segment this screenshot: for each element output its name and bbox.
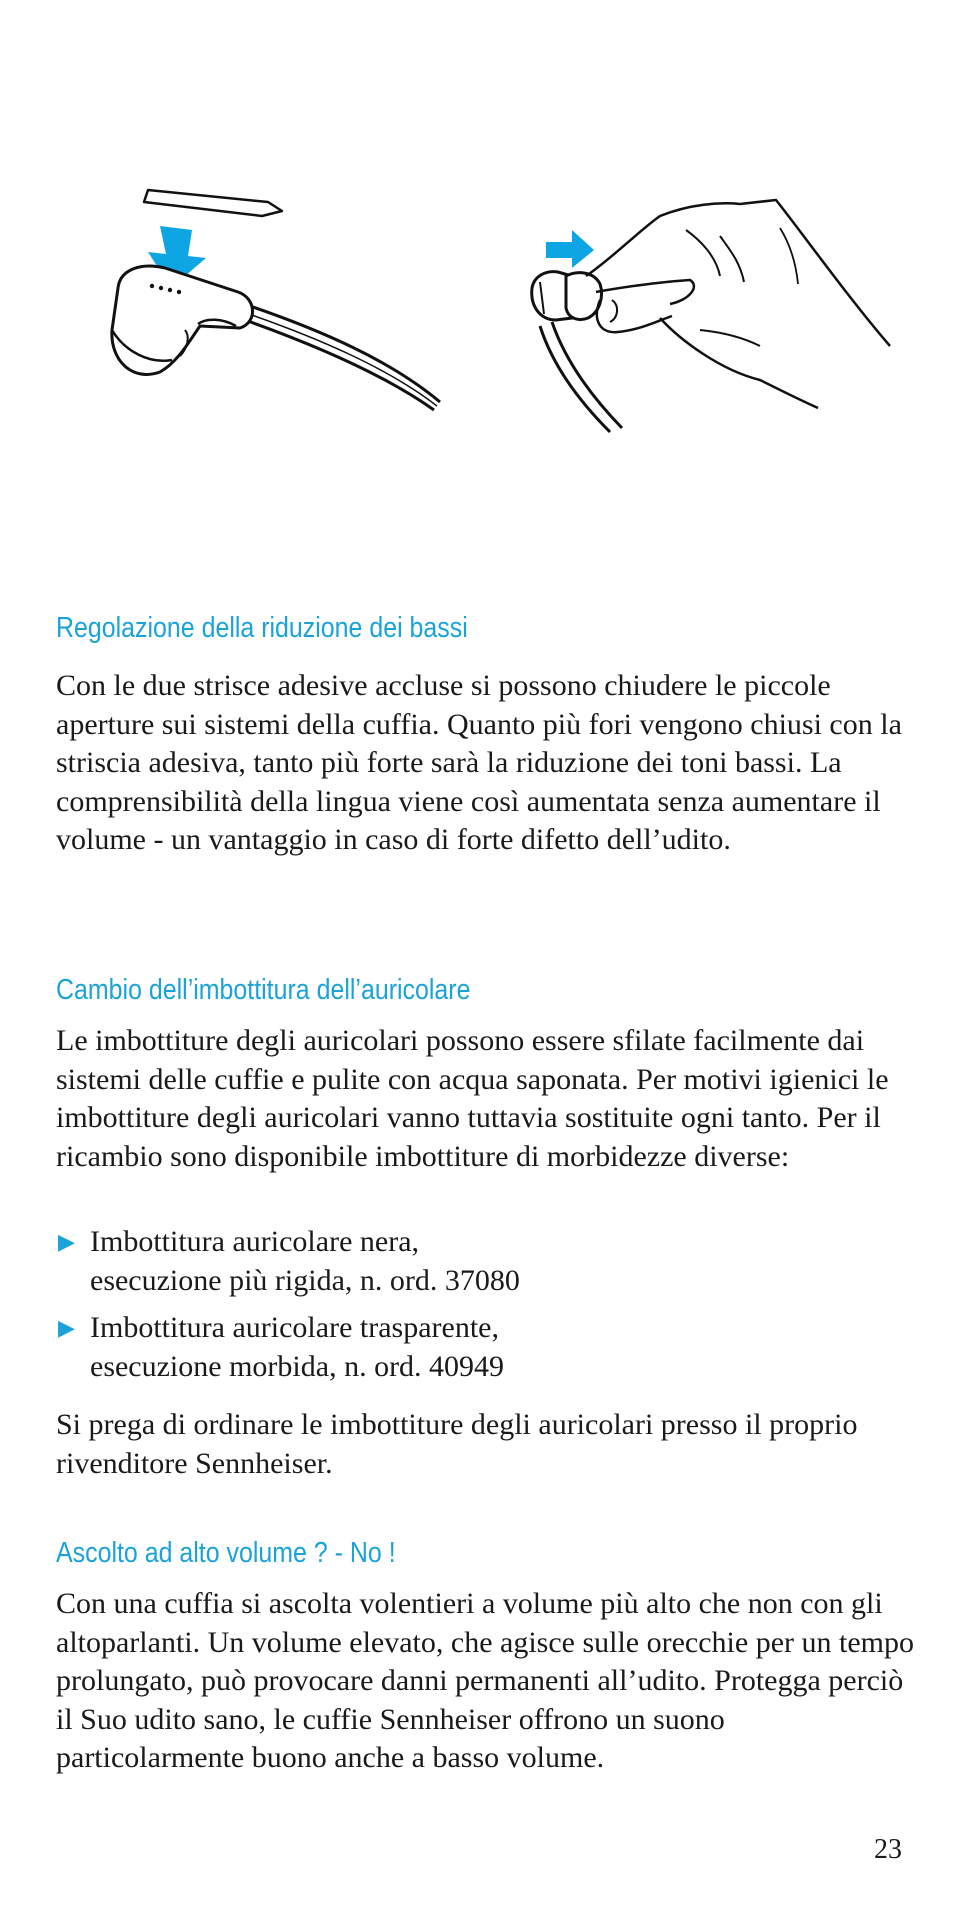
paragraph-high-volume: Con una cuffia si ascolta volentieri a volume più alto che non con gli altoparlanti. Un volume elevato, che agisce sulle orecchie per un tempo prolungato, può provocare danni permanenti all’udito. Protegga perciò il Suo udito sano, le cuffie Sennheiser offrono un suono particolarmente buono anche a basso volume.: [56, 1587, 915, 1774]
section-heading-earpad-change: Cambio dell’imbottitura dell’auricolare: [56, 974, 471, 1006]
page-number: 23: [874, 1834, 902, 1865]
illustration-area: [0, 0, 954, 470]
paragraph-bass-reduction: Con le due strisce adesive accluse si possono chiudere le piccole aperture sui sistemi della cuffia. Quanto più fori vengono chiusi con la striscia adesiva, tanto più forte sarà la riduzione dei toni bassi. La comprensibilità della lingua viene così aumentata senza aumentare il volume - un vantaggio in caso di forte difetto dell’udito.: [56, 669, 902, 856]
list-item: ▶ Imbottitura auricolare trasparente, esecuzione morbida, n. ord. 40949: [58, 1311, 505, 1383]
triangle-right-icon: ▶: [58, 1229, 75, 1254]
earpad-replacement-illustration: [532, 200, 890, 432]
paragraph-ordering-note: Si prega di ordinare le imbottiture degli auricolari presso il proprio rivenditore Sennheiser.: [56, 1408, 858, 1480]
section-heading-bass-reduction: Regolazione della riduzione dei bassi: [56, 612, 468, 644]
right-arrow-icon: [546, 230, 594, 268]
triangle-right-icon: ▶: [58, 1315, 75, 1340]
earpiece-adhesive-strip-illustration: [112, 190, 440, 410]
paragraph-earpad-change: Le imbottiture degli auricolari possono essere sfilate facilmente dai sistemi delle cuffie e pulite con acqua saponata. Per motivi igienici le imbottiture degli auricolari vanno tuttavia sostituite ogni tanto. Per il ricambio sono disponibile imbottiture di morbidezze diverse:: [56, 1024, 889, 1173]
section-heading-high-volume: Ascolto ad alto volume ? - No !: [56, 1537, 396, 1569]
list-item: ▶ Imbottitura auricolare nera, esecuzione più rigida, n. ord. 37080: [58, 1225, 520, 1297]
